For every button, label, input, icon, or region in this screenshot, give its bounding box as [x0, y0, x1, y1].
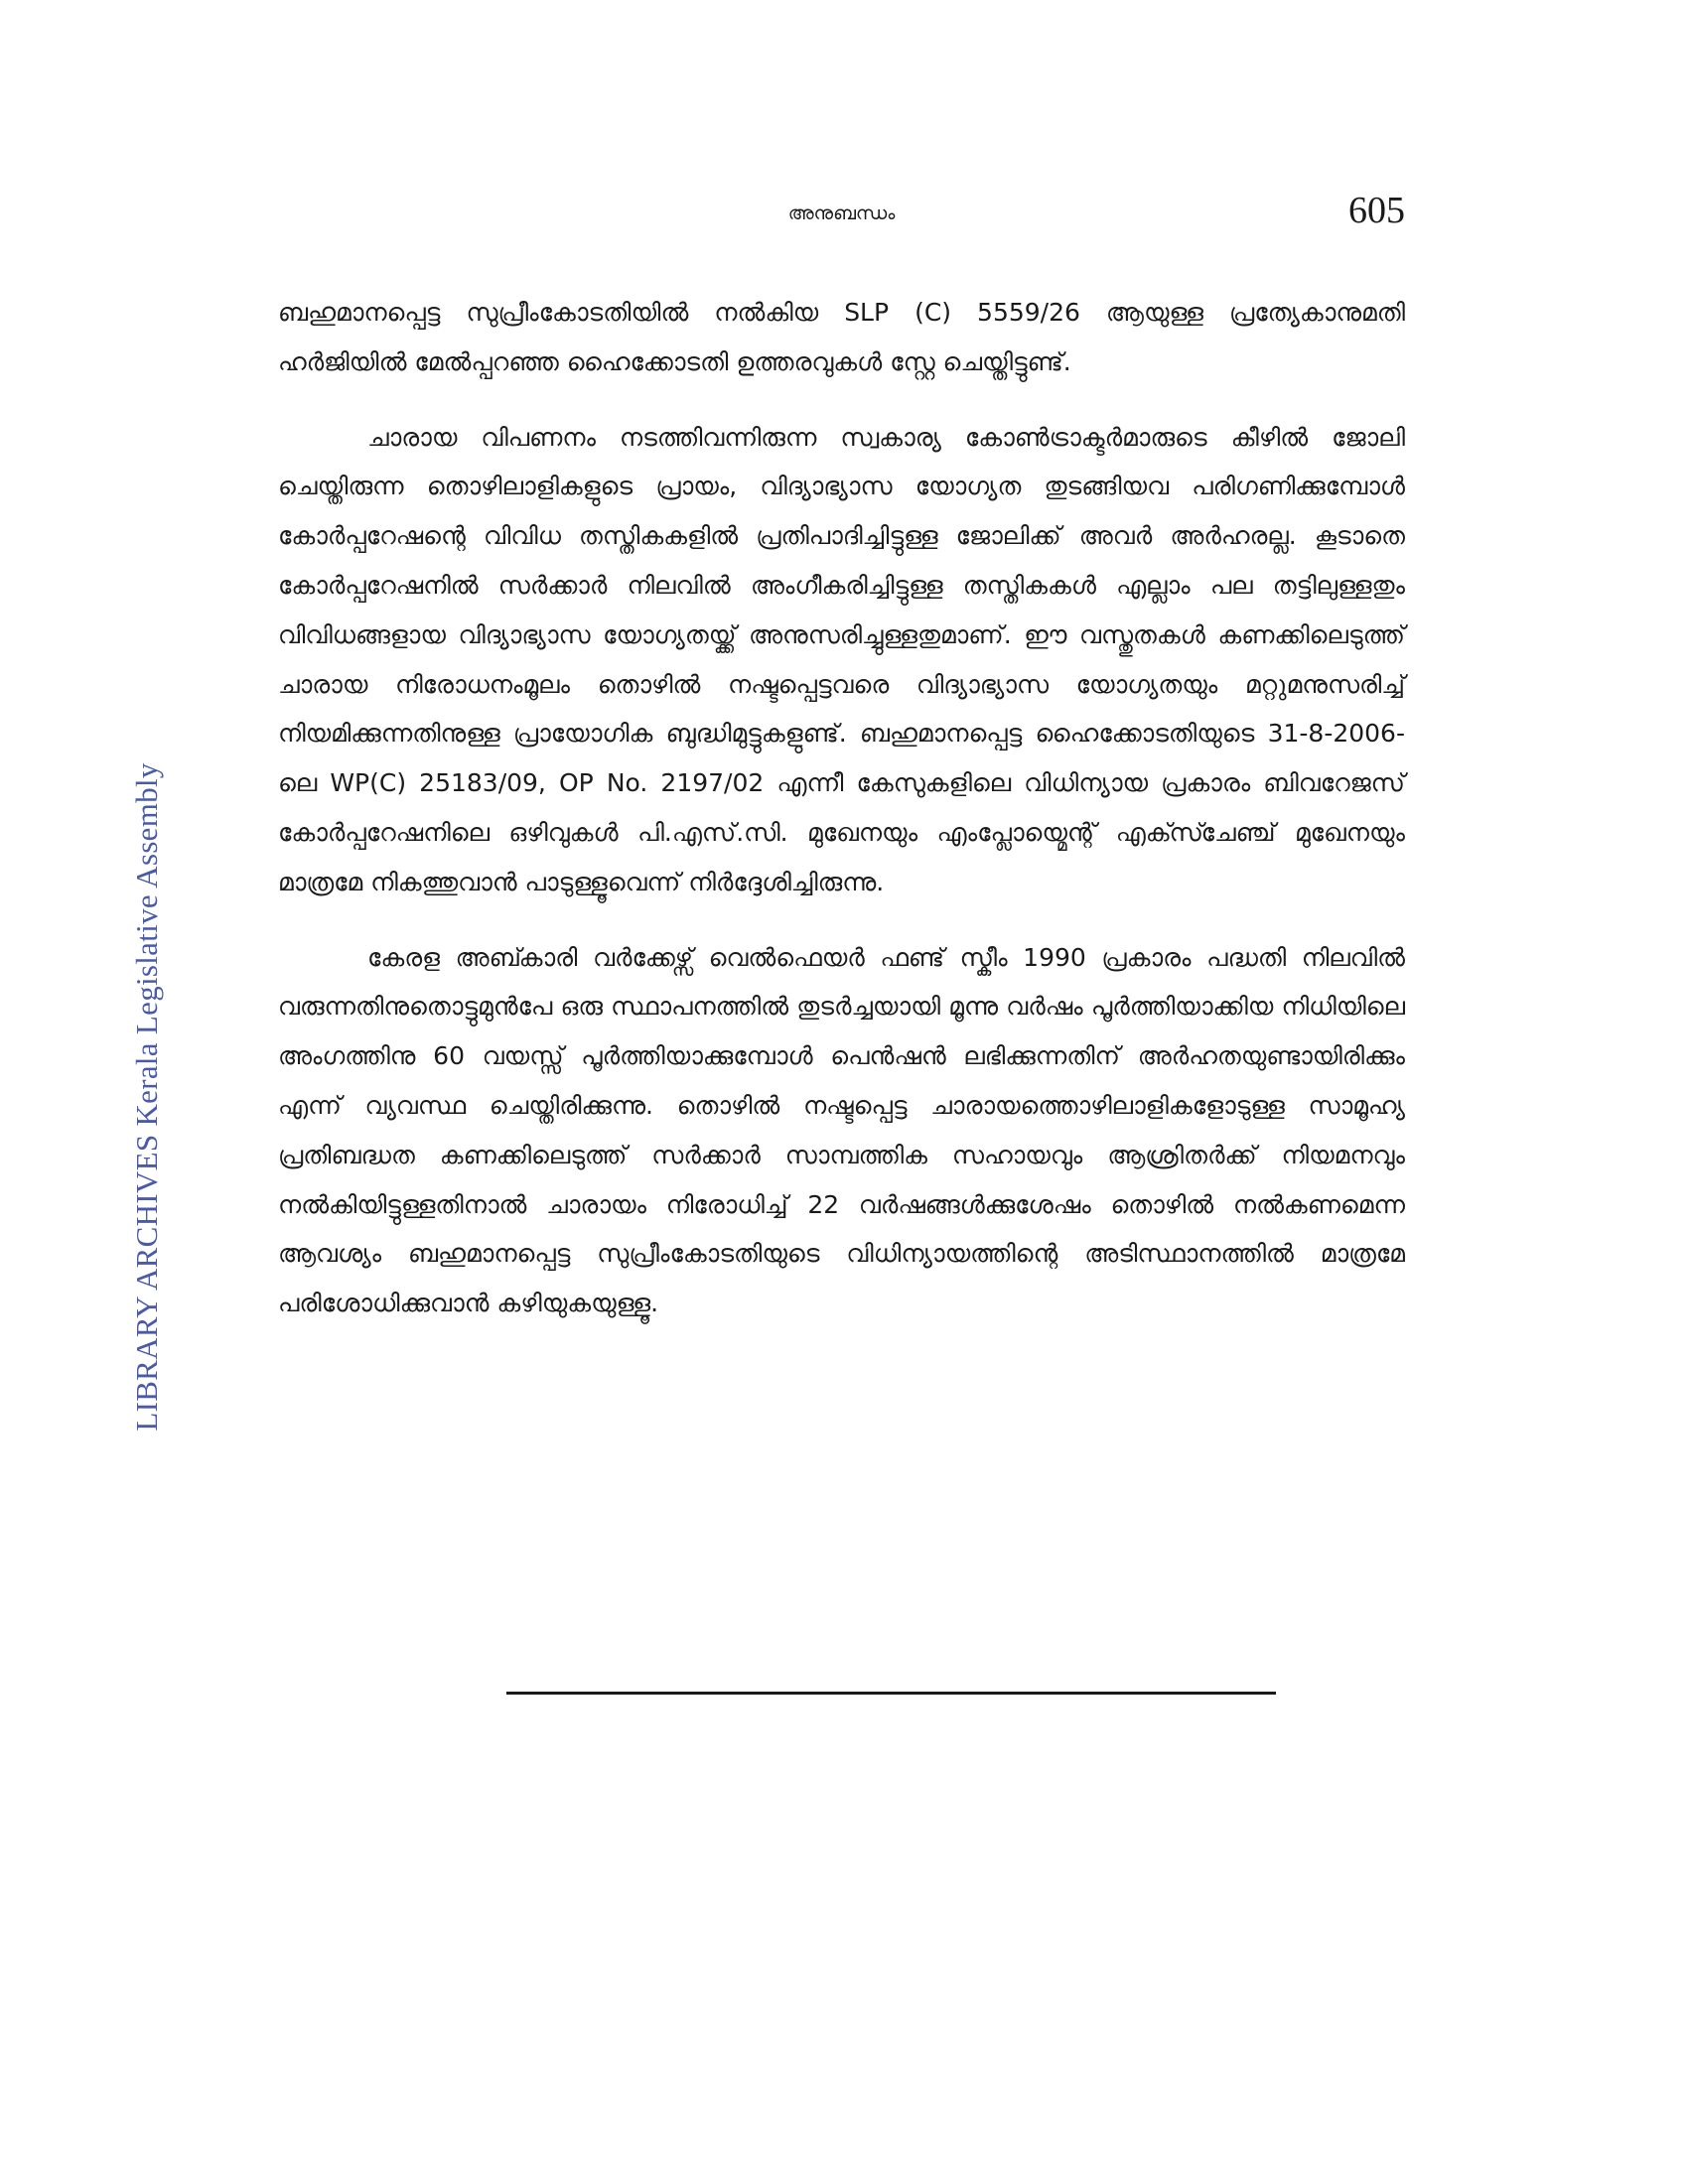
- page-number: 605: [1348, 190, 1405, 231]
- running-header: [278, 189, 1405, 238]
- paragraph-1: ബഹുമാനപ്പെട്ട സുപ്രീംകോടതിയിൽ നൽകിയ SLP (C) 5559/26 ആയുള്ള പ്രത്യേകാനുമതി ഹർജിയിൽ മേൽപ്പറഞ്ഞ ഹൈക്കോടതി ഉത്തരവുകൾ സ്റ്റേ ചെയ്തിട്ടുണ്ട്.: [278, 298, 1405, 376]
- paragraph-3: കേരള അബ്കാരി വർക്കേഴ്സ് വെൽഫെയർ ഫണ്ട് സ്കീം 1990 പ്രകാരം പദ്ധതി നിലവിൽ വരുന്നതിനുതൊട്ടുമുൻപേ ഒരു സ്ഥാപനത്തിൽ തുടർച്ചയായി മൂന്നു വർഷം പൂർത്തിയാക്കിയ നിധിയിലെ അംഗത്തിനു 60 വയസ്സ് പൂർത്തിയാക്കുമ്പോൾ പെൻഷൻ ലഭിക്കുന്നതിന് അർഹതയുണ്ടായിരിക്കും എന്ന് വ്യവസ്ഥ ചെയ്തിരിക്കുന്നു. തൊഴിൽ നഷ്ടപ്പെട്ട ചാരായത്തൊഴിലാളികളോടുള്ള സാമൂഹ്യ പ്രതിബദ്ധത കണക്കിലെടുത്ത് സർക്കാർ സാമ്പത്തിക സഹായവും ആശ്രിതർക്ക് നിയമനവും നൽകിയിട്ടുള്ളതിനാൽ ചാരായം നിരോധിച്ച് 22 വർഷങ്ങൾക്കുശേഷം തൊഴിൽ നൽകണമെന്ന ആവശ്യം ബഹുമാനപ്പെട്ട സുപ്രീംകോടതിയുടെ വിധിന്യായത്തിന്റെ അടിസ്ഥാനത്തിൽ മാത്രമേ പരിശോധിക്കുവാൻ കഴിയുകയുള്ളൂ.: [278, 942, 1405, 1318]
- end-rule: [506, 1692, 1276, 1695]
- document-body: [278, 288, 1405, 1354]
- paragraph-2: ചാരായ വിപണനം നടത്തിവന്നിരുന്ന സ്വകാര്യ കോൺട്രാക്ടർമാരുടെ കീഴിൽ ജോലി ചെയ്തിരുന്ന തൊഴിലാളികളുടെ പ്രായം, വിദ്യാഭ്യാസ യോഗ്യത തുടങ്ങിയവ പരിഗണിക്കുമ്പോൾ കോർപ്പറേഷന്റെ വിവിധ തസ്തികകളിൽ പ്രതിപാദിച്ചിട്ടുള്ള ജോലിക്ക് അവർ അർഹരല്ല. കൂടാതെ കോർപ്പറേഷനിൽ സർക്കാർ നിലവിൽ അംഗീകരിച്ചിട്ടുള്ള തസ്തികകൾ എല്ലാം പല തട്ടിലുള്ളതും വിവിധങ്ങളായ വിദ്യാഭ്യാസ യോഗ്യതയ്ക്ക് അനുസരിച്ചുള്ളതുമാണ്. ഈ വസ്തുതകൾ കണക്കിലെടുത്ത് ചാരായ നിരോധനംമൂലം തൊഴിൽ നഷ്ടപ്പെട്ടവരെ വിദ്യാഭ്യാസ യോഗ്യതയും മറ്റുമനുസരിച്ച് നിയമിക്കുന്നതിനുള്ള പ്രായോഗിക ബുദ്ധിമുട്ടുകളുണ്ട്. ബഹുമാനപ്പെട്ട ഹൈക്കോടതിയുടെ 31-8-2006-ലെ WP(C) 25183/09, OP No. 2197/02 എന്നീ കേസുകളിലെ വിധിന്യായ പ്രകാരം ബിവറേജസ് കോർപ്പറേഷനിലെ ഒഴിവുകൾ പി.എസ്.സി. മുഖേനയും എംപ്ലോയ്മെന്റ് എക്സ്ചേഞ്ച് മുഖേനയും മാത്രമേ നികത്തുവാൻ പാടുള്ളൂവെന്ന് നിർദ്ദേശിച്ചിരുന്നു.: [278, 422, 1405, 896]
- archive-watermark: LIBRARY ARCHIVES Kerala Legislative Assembly: [129, 762, 164, 1432]
- header-title: അനുബന്ധം: [787, 203, 896, 224]
